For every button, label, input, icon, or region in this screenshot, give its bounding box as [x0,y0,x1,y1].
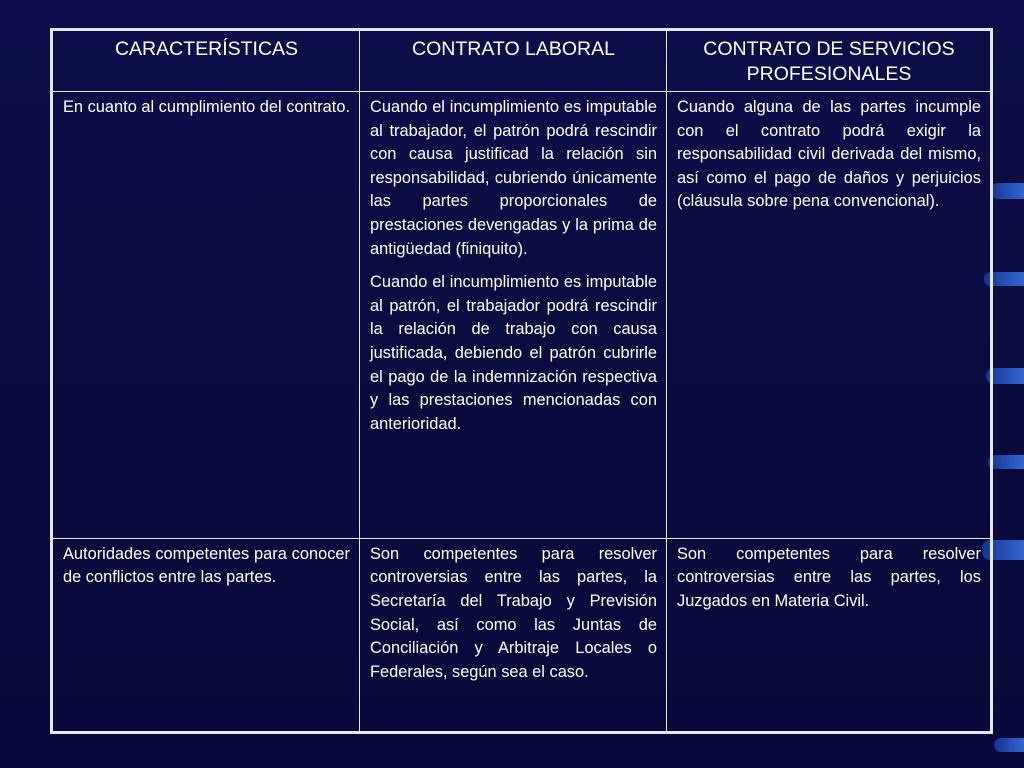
header-caracteristicas: CARACTERÍSTICAS [52,30,360,92]
table-row [52,92,992,539]
header-row [52,30,992,92]
cell-caracteristica [52,538,360,732]
cell-text: Autoridades competentes para conocer de conflictos entre las partes. [63,544,350,587]
comparison-table [50,28,993,734]
cell-paragraph: Cuando el incumplimiento es imputable al trabajador, el patrón podrá rescindir con causa justificad la relación sin responsabilidad, cubriendo únicamente las partes proporcionales de prestaciones devengadas y la prima de antigüedad (finiquito). [370,98,657,258]
cell-contrato-laboral [360,92,667,539]
table-row [52,538,992,732]
decorative-bar [994,738,1024,752]
cell-servicios-profesionales [667,92,992,539]
cell-caracteristica [52,92,360,539]
cell-servicios-profesionales [667,538,992,732]
header-contrato-servicios: CONTRATO DE SERVICIOS PROFESIONALES [667,30,992,92]
cell-text: Cuando alguna de las partes incumple con el contrato podrá exigir la responsabilidad civil derivada del mismo, así como el pago de daños y perjuicios (cláusula sobre pena convencional). [677,98,981,211]
cell-text: Son competentes para resolver controversias entre las partes, los Juzgados en Materia Civil. [677,544,981,610]
cell-text: Son competentes para resolver controversias entre las partes, la Secretaría del Trabajo y Previsión Social, así como las Juntas de Conciliación y Arbitraje Locales o Federales, según sea el caso. [370,544,657,681]
header-contrato-laboral: CONTRATO LABORAL [360,30,667,92]
cell-contrato-laboral [360,538,667,732]
decorative-bar [988,455,1024,469]
cell-paragraph: Cuando el incumplimiento es imputable al patrón, el trabajador podrá rescindir la relación de trabajo con causa justificada, debiendo el patrón cubrirle el pago de la indemnización respectiva y las prestaciones mencionadas con anterioridad. [370,273,657,433]
cell-text: En cuanto al cumplimiento del contrato. [63,98,350,116]
decorative-bar [990,183,1024,199]
